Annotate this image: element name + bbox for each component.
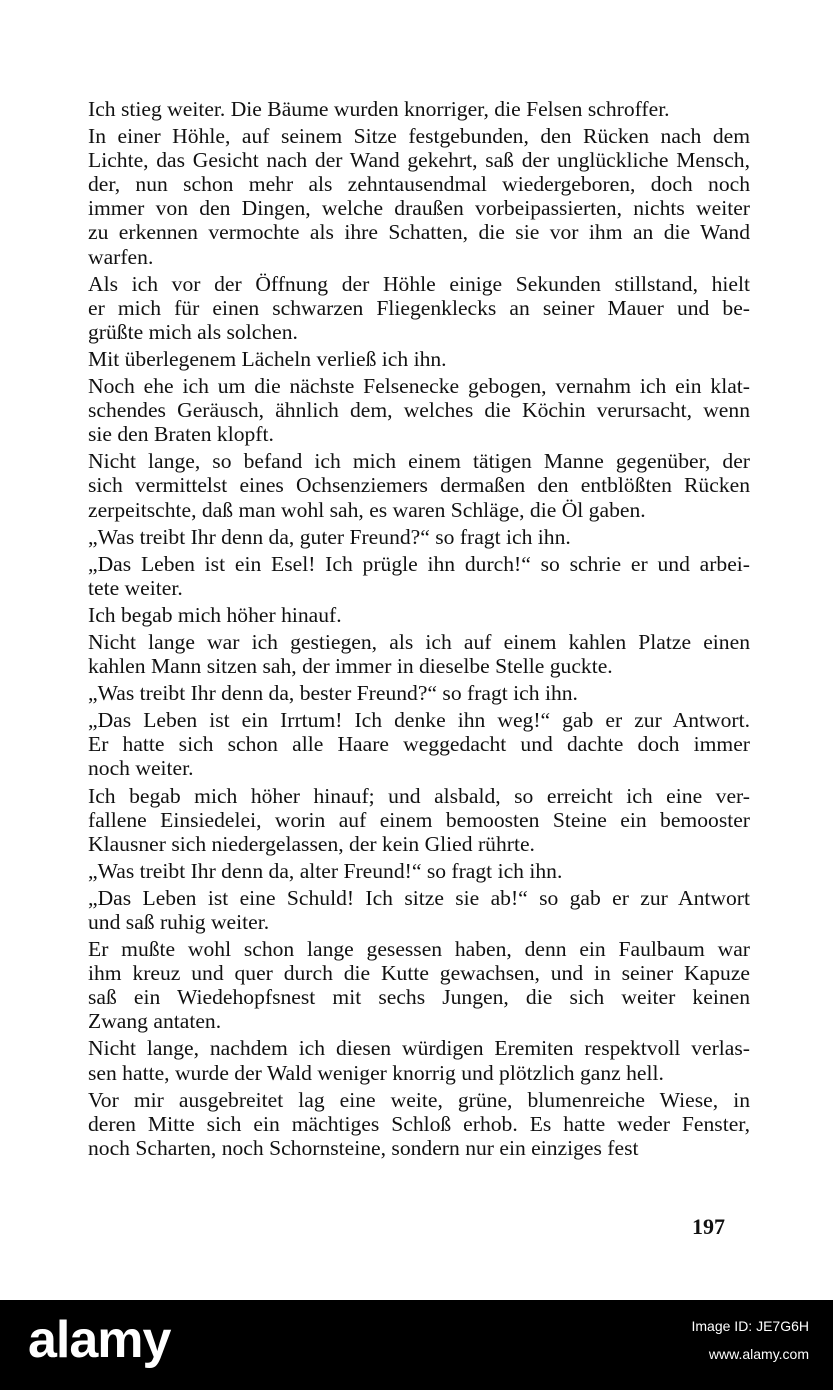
text-line: „Das Leben ist ein Irrtum! Ich denke ihn weg!“ gab er zur Antwort. <box>88 708 750 733</box>
paragraph <box>88 552 750 600</box>
paragraph <box>88 374 750 446</box>
paragraph <box>88 681 750 705</box>
text-line: Zwang antaten. <box>88 1009 222 1034</box>
paragraph <box>88 525 750 549</box>
text-line: warfen. <box>88 244 154 269</box>
text-line: fallene Einsiedelei, worin auf einem bemoosten Steine ein bemooster <box>88 807 750 832</box>
watermark-image-id: Image ID: JE7G6H <box>691 1318 809 1334</box>
text-line: Noch ehe ich um die nächste Felsenecke gebogen, vernahm ich ein klat- <box>88 374 750 399</box>
text-line: und saß ruhig weiter. <box>88 910 270 934</box>
paragraph <box>88 886 750 934</box>
text-line: Klausner sich niedergelassen, der kein Glied rührte. <box>88 831 535 856</box>
text-line: grüßte mich als solchen. <box>88 319 298 344</box>
paragraph <box>88 97 750 121</box>
text-line: Nicht lange, nachdem ich diesen würdigen Eremiten respektvoll verlas- <box>88 1036 750 1061</box>
text-line: saß ein Wiedehopfsnest mit sechs Jungen, die sich weiter keinen <box>88 985 750 1010</box>
text-line: sich vermittelst eines Ochsenziemers dermaßen den entblößten Rücken <box>88 473 750 498</box>
text-line: noch weiter. <box>88 756 194 781</box>
paragraph <box>88 1088 750 1160</box>
text-line: Lichte, das Gesicht nach der Wand gekehrt, saß der unglückliche Mensch, <box>88 148 750 173</box>
text-line: Vor mir ausgebreitet lag eine weite, grüne, blumenreiche Wiese, in <box>88 1087 750 1112</box>
paragraph <box>88 708 750 780</box>
text-line: ihm kreuz und quer durch die Kutte gewachsen, und in seiner Kapuze <box>88 961 750 986</box>
paragraph <box>88 272 750 344</box>
text-line: Ich stieg weiter. Die Bäume wurden knorriger, die Felsen schroffer. <box>88 97 670 121</box>
paragraph <box>88 859 750 883</box>
text-line: kahlen Mann sitzen sah, der immer in dieselbe Stelle guckte. <box>88 654 613 679</box>
body-text <box>88 97 750 1163</box>
watermark-bar <box>0 1300 833 1390</box>
text-line: „Das Leben ist eine Schuld! Ich sitze sie ab!“ so gab er zur Antwort <box>88 885 750 910</box>
paragraph <box>88 630 750 678</box>
text-line: sen hatte, wurde der Wald weniger knorrig und plötzlich ganz hell. <box>88 1060 664 1085</box>
text-line: noch Scharten, noch Schornsteine, sondern nur ein einziges fest <box>88 1135 639 1160</box>
text-line: zerpeitschte, daß man wohl sah, es waren Schläge, die Öl gaben. <box>88 497 646 522</box>
text-line: tete weiter. <box>88 575 183 600</box>
text-line: Als ich vor der Öffnung der Höhle einige Sekunden stillstand, hielt <box>88 271 750 296</box>
paragraph <box>88 124 750 269</box>
paragraph <box>88 1036 750 1084</box>
text-line: Ich begab mich höher hinauf; und alsbald, so erreicht ich eine ver- <box>88 783 750 808</box>
text-line: Nicht lange war ich gestiegen, als ich auf einem kahlen Platze einen <box>88 629 750 654</box>
watermark-site: www.alamy.com <box>708 1346 809 1362</box>
watermark-logo: alamy <box>28 1311 171 1369</box>
text-line: Er mußte wohl schon lange gesessen haben, denn ein Faulbaum war <box>88 937 750 962</box>
paragraph <box>88 449 750 521</box>
text-line: In einer Höhle, auf seinem Sitze festgebunden, den Rücken nach dem <box>88 124 750 149</box>
text-line: er mich für einen schwarzen Fliegenklecks an seiner Mauer und be- <box>88 295 750 320</box>
text-line: Mit überlegenem Lächeln verließ ich ihn. <box>88 346 447 371</box>
text-line: „Das Leben ist ein Esel! Ich prügle ihn durch!“ so schrie er und arbei- <box>88 551 750 576</box>
paragraph <box>88 937 750 1033</box>
page-number: 197 <box>692 1214 725 1239</box>
paragraph <box>88 347 750 371</box>
text-line: Er hatte sich schon alle Haare weggedacht und dachte doch immer <box>88 732 750 757</box>
text-line: „Was treibt Ihr denn da, bester Freund?“ so fragt ich ihn. <box>88 681 578 706</box>
text-line: deren Mitte sich ein mächtiges Schloß erhob. Es hatte weder Fenster, <box>88 1111 750 1136</box>
text-line: Ich begab mich höher hinauf. <box>88 602 342 627</box>
paragraph <box>88 603 750 627</box>
paragraph <box>88 784 750 856</box>
text-line: schendes Geräusch, ähnlich dem, welches die Köchin verursacht, wenn <box>88 398 750 423</box>
text-line: der, nun schon mehr als zehntausendmal wiedergeboren, doch noch <box>88 172 750 197</box>
text-line: Nicht lange, so befand ich mich einem tätigen Manne gegenüber, der <box>88 449 750 474</box>
text-line: „Was treibt Ihr denn da, guter Freund?“ so fragt ich ihn. <box>88 524 571 549</box>
text-line: sie den Braten klopft. <box>88 422 274 447</box>
text-line: „Was treibt Ihr denn da, alter Freund!“ so fragt ich ihn. <box>88 858 563 883</box>
text-line: zu erkennen vermochte als ihre Schatten, die sie vor ihm an die Wand <box>88 220 750 245</box>
text-line: immer von den Dingen, welche draußen vorbeipassierten, nichts weiter <box>88 196 750 221</box>
